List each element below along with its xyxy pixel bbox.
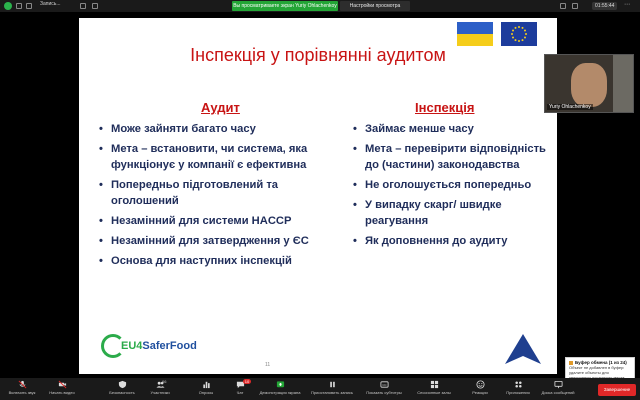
list-item: • Незамінний для системи HACCP <box>97 213 329 229</box>
slide-page-number: 11 <box>265 362 271 368</box>
shared-screen-area <box>0 12 640 378</box>
breakout-rooms-button[interactable]: Сессионные залы <box>412 379 456 399</box>
view-options-button[interactable]: Настройки просмотра <box>340 1 410 11</box>
audit-list <box>97 121 329 273</box>
participant-avatar <box>571 63 607 107</box>
poll-icon <box>202 380 211 389</box>
svg-text:CC: CC <box>381 382 387 387</box>
end-meeting-button[interactable]: Завершение <box>598 384 636 396</box>
smiley-icon <box>476 380 485 389</box>
stop-recording-icon[interactable] <box>26 3 32 9</box>
start-video-button[interactable]: Начать видео <box>40 379 84 399</box>
security-button[interactable]: Безопасность <box>100 379 144 399</box>
meeting-toolbar <box>0 378 640 400</box>
participant-name: Yuriy Ohlachenkoy <box>549 104 591 110</box>
record-pause-icon <box>328 380 337 389</box>
reactions-button[interactable]: Реакции <box>458 379 502 399</box>
list-item: • Може зайняти багато часу <box>97 121 329 137</box>
security-shield-icon <box>560 3 566 9</box>
inspection-heading: Інспекція <box>415 100 475 115</box>
shield-icon <box>118 380 127 389</box>
apps-icon <box>514 380 523 389</box>
rooms-grid-icon <box>430 380 439 389</box>
list-item: • Не оголошується попередньо <box>351 177 551 193</box>
more-options-icon[interactable]: ⋯ <box>624 2 630 8</box>
ukraine-flag-icon <box>457 22 493 46</box>
info-icon[interactable] <box>572 3 578 9</box>
recording-label: Запись... <box>40 1 61 7</box>
participants-count: 66 <box>162 379 167 384</box>
meeting-timer: 01:55:44 <box>592 2 617 10</box>
list-item: • Незамінний для затвердження у ЄС <box>97 233 329 249</box>
list-item: • Займає менше часу <box>351 121 551 137</box>
list-item: • Мета – встановити, чи система, яка функціонує у компанії є ефективна <box>97 141 329 173</box>
share-screen-icon <box>276 380 285 389</box>
presentation-slide <box>79 18 557 374</box>
screen-share-banner: Вы просматриваете экран Yuriy Ohlachenkoy <box>233 3 337 9</box>
captions-button[interactable]: CC Показать субтитры <box>362 379 406 399</box>
eu-flag-icon <box>501 22 537 46</box>
chat-unread-badge: 10 <box>244 379 250 384</box>
whiteboard-button[interactable]: Доска сообщений <box>536 379 580 399</box>
camera-off-icon <box>58 380 67 389</box>
meeting-top-bar <box>0 0 640 12</box>
participants-button[interactable]: 66 Участники <box>150 379 170 395</box>
notification-title: Буфер обмена (1 из 24) <box>575 360 627 365</box>
slide-title: Інспекція у порівнянні аудитом <box>190 45 446 65</box>
list-item: • У випадку скарг/ швидке реагування <box>351 197 551 229</box>
pause-recording-button[interactable]: Приостановить запись <box>310 379 354 399</box>
recording-indicator-icon <box>4 2 12 10</box>
share-screen-button[interactable]: Демонстрация экрана <box>258 379 302 399</box>
logo-prefix: EU4 <box>121 340 143 352</box>
logo-text: SaferFood <box>142 340 197 352</box>
whiteboard-icon <box>554 380 563 389</box>
list-item: • Мета – перевірити відповідність до (частини) законодавства <box>351 141 551 173</box>
unmute-button[interactable]: Включить звук <box>0 379 44 399</box>
audit-heading: Аудит <box>201 100 240 115</box>
notification-text: Объект не добавлен в буфер: удалите объекты для <box>569 365 625 375</box>
navigation-arrow-icon <box>503 332 543 368</box>
pause-recording-icon[interactable] <box>16 3 22 9</box>
pause-icon[interactable] <box>80 3 86 9</box>
chat-button[interactable]: 10 Чат <box>236 379 250 395</box>
participant-video-tile[interactable] <box>544 54 634 113</box>
polls-button[interactable]: Опросы <box>184 379 228 399</box>
list-item: • Основа для наступних інспекцій <box>97 253 329 269</box>
apps-button[interactable]: Приложения <box>496 379 540 399</box>
stop-icon[interactable] <box>92 3 98 9</box>
microphone-muted-icon <box>18 380 27 389</box>
list-item: • Як доповнення до аудиту <box>351 233 551 249</box>
list-item: • Попередньо підготовлений та оголошений <box>97 177 329 209</box>
inspection-list <box>351 121 551 253</box>
captions-icon <box>380 380 389 389</box>
